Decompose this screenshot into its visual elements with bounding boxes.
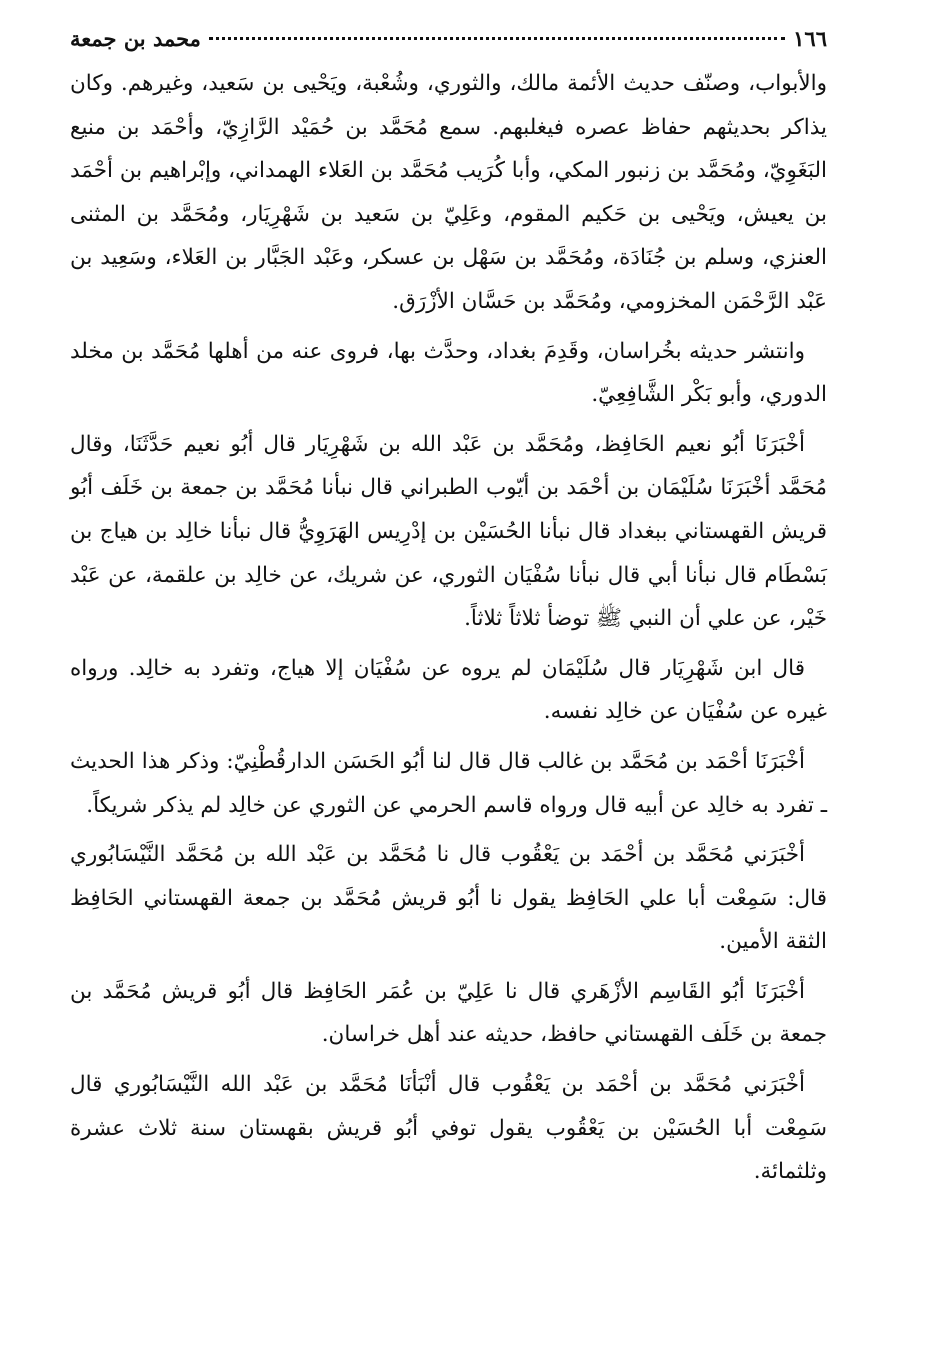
page-number: ١٦٦	[793, 26, 827, 51]
page-body	[70, 62, 827, 1194]
paragraph-teachers: والأبواب، وصنّف حديث الأئمة مالك، والثوري، وشُعْبة، ويَحْيى بن سَعيد، وغيرهم. وكان يذاكر بحديثهم حفاظ عصره فيغلبهم. سمع مُحَمَّد بن حُمَيْد الرَّازِيّ، وأحْمَد بن منيع البَغَوِيّ، ومُحَمَّد بن زنبور المكي، وأبا كُرَيب مُحَمَّد بن العَلاء الهمداني، وإبْراهيم بن أحْمَد بن يعيش، ويَحْيى بن حَكيم المقوم، وعَلِيّ بن سَعيد بن شَهْرِيَار، ومُحَمَّد بن المثنى العنزي، وسلم بن جُنَادَة، ومُحَمَّد بن سَهْل بن عسكر، وعَبْد الجَبَّار بن العَلاء، وسَعِيد بن عَبْد الرَّحْمَن المخزومي، ومُحَمَّد بن حَسَّان الأزْرَق.	[70, 71, 827, 314]
paragraph-daraqutni: أخْبَرَنَا أحْمَد بن مُحَمَّد بن غالب قال قال لنا أبُو الحَسَن الدارقُطْنِيّ: وذكر هذا الحديث ـ تفرد به خالِد عن أبيه قال ورواه قاسم الحرمي عن الثوري عن خالِد لم يذكر شريكاً.	[70, 748, 827, 818]
dotted-leader	[209, 37, 785, 40]
running-header	[70, 26, 827, 62]
paragraph-hadith-narration: أخْبَرَنَا أبُو نعيم الحَافِظ، ومُحَمَّد بن عَبْد الله بن شَهْرِيَار قال أبُو نعيم حَدَّثَنَا، وقال مُحَمَّد أخْبَرَنَا سُلَيْمَان بن أحْمَد بن أيّوب الطبراني قال نبأنا مُحَمَّد بن جمعة بن خَلَف أبُو قريش القهستاني ببغداد قال نبأنا الحُسَيْن بن إدْرِيس الهَرَوِيُّ قال نبأنا خالِد بن هياج بن بَسْطَام قال نبأنا أبي قال نبأنا سُفْيَان الثوري، عن شريك، عن خالِد بن علقمة، عن عَبْد خَيْر، عن علي أن النبي ﷺ توضأ ثلاثاً ثلاثاً.	[70, 431, 827, 632]
paragraph-naysaburi: أخْبَرَني مُحَمَّد بن أحْمَد بن يَعْقُوب قال نا مُحَمَّد بن عَبْد الله بن مُحَمَّد النَّيْسَابُوري قال: سَمِعْت أبا علي الحَافِظ يقول نا أبُو قريش مُحَمَّد بن جمعة القهستاني الحَافِظ الثقة الأمين.	[70, 842, 827, 955]
paragraph-death: أخْبَرَني مُحَمَّد بن أحْمَد بن يَعْقُوب قال أنْبَأنَا مُحَمَّد بن عَبْد الله النَّيْسَابُوري قال سَمِعْت أبا الحُسَيْن بن يَعْقُوب يقول توفي أبُو قريش بقهستان سنة ثلاث عشرة وثلثمائة.	[70, 1072, 827, 1185]
paragraph-azhari: أخْبَرَنَا أبُو القَاسِم الأزْهَري قال نا عَلِيّ بن عُمَر الحَافِظ قال أبُو قريش مُحَمَّد بن جمعة بن خَلَف القهستاني حافظ، حديثه عند أهل خراسان.	[70, 978, 827, 1048]
paragraph-ibn-shahriyar: قال ابن شَهْرِيَار قال سُلَيْمَان لم يروه عن سُفْيَان إلا هياج، وتفرد به خالِد. ورواه غيره عن سُفْيَان عن خالِد نفسه.	[70, 655, 827, 725]
paragraph-students: وانتشر حديثه بخُراسان، وقَدِمَ بغداد، وحدَّث بها، فروى عنه من أهلها مُحَمَّد بن مخلد الدوري، وأبو بَكْر الشَّافِعِيّ.	[70, 338, 827, 408]
running-title: محمد بن جمعة	[70, 26, 201, 51]
